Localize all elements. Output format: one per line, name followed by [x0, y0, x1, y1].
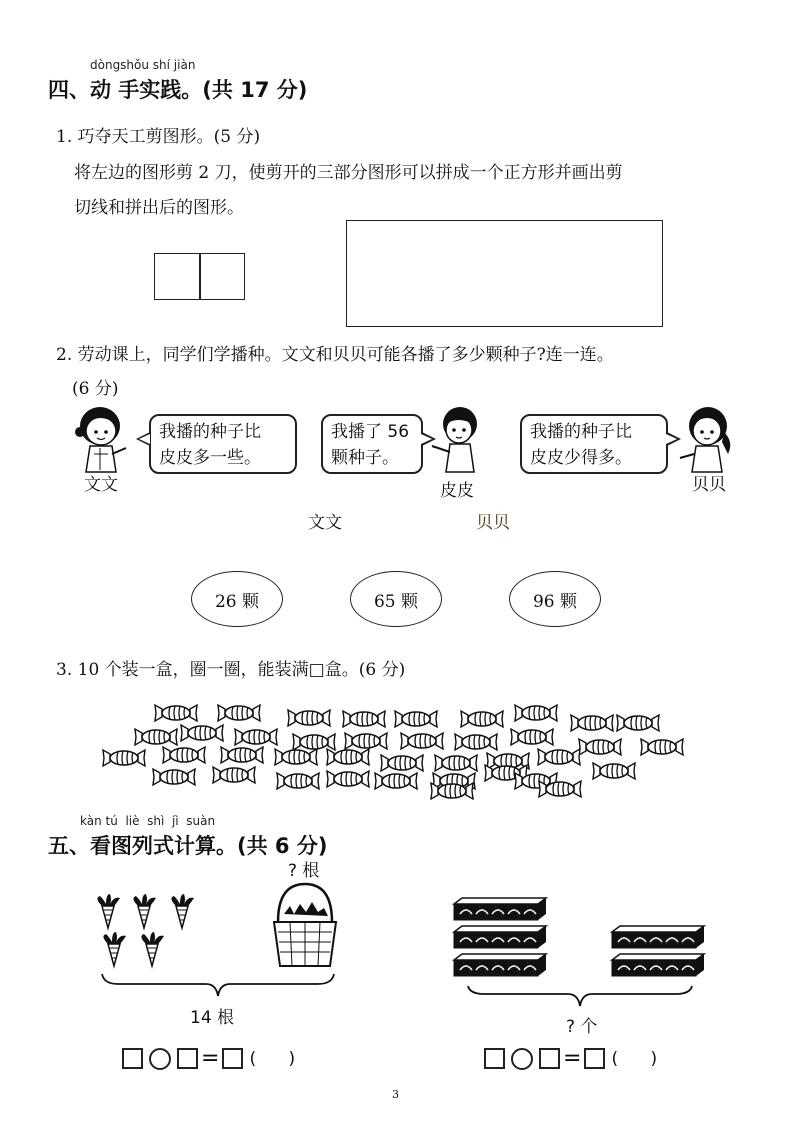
- candy-icon: [641, 739, 683, 755]
- right-total-label: ? 个: [566, 1017, 598, 1037]
- speech-bubble-beibei: [520, 414, 668, 474]
- candy-icon: [153, 769, 195, 785]
- left-brace-icon: [100, 972, 336, 1002]
- candy-icon: [593, 763, 635, 779]
- right-equation: [484, 1046, 657, 1071]
- left-question-label: ? 根: [288, 861, 320, 881]
- bubble-text: 我播的种子比: [159, 422, 261, 442]
- q2-title: 2. 劳动课上，同学们学播种。文文和贝贝可能各播了多少颗种子?连一连。: [56, 345, 614, 365]
- name-pipi: 皮皮: [440, 481, 474, 501]
- answer-box[interactable]: [177, 1048, 198, 1069]
- candy-icon: [345, 733, 387, 749]
- egg-tray-icon: [454, 954, 546, 976]
- option-oval-96[interactable]: 96 颗: [509, 571, 601, 627]
- girl-beibei-icon: [676, 402, 738, 474]
- egg-tray-icon: [454, 926, 546, 948]
- candy-icon: [181, 725, 223, 741]
- candy-icon: [461, 711, 503, 727]
- candy-icon: [221, 747, 263, 763]
- label-beibei: 贝贝: [476, 513, 510, 533]
- unit-paren[interactable]: ( ): [611, 1048, 658, 1069]
- bubble-text: 颗种子。: [331, 448, 399, 468]
- right-brace-icon: [466, 984, 696, 1012]
- egg-tray-icon: [612, 954, 704, 976]
- speech-bubble-pipi: [321, 414, 423, 474]
- candy-icon: [275, 749, 317, 765]
- section4-pinyin: dòngshǒu shí jiàn: [90, 58, 196, 72]
- candy-icon: [571, 715, 613, 731]
- candy-icon: [395, 711, 437, 727]
- operator-circle[interactable]: [511, 1048, 533, 1070]
- candy-icon: [435, 755, 477, 771]
- page-number: 3: [392, 1088, 399, 1101]
- q1-line2: 切线和拼出后的图形。: [74, 198, 244, 218]
- answer-box[interactable]: [122, 1048, 143, 1069]
- boy-pipi-icon: [428, 402, 484, 474]
- section4-heading: 四、动 手实践。(共 17 分): [48, 78, 308, 102]
- answer-box[interactable]: [584, 1048, 605, 1069]
- candy-icon: [103, 750, 145, 766]
- bubble-text: 皮皮多一些。: [159, 448, 261, 468]
- egg-tray-icon: [612, 926, 704, 948]
- candy-icon: [381, 755, 423, 771]
- q2-points: (6 分): [72, 379, 119, 399]
- girl-wenwen-icon: [70, 402, 132, 474]
- candies-group: [90, 695, 710, 805]
- section5-heading: 五、看图列式计算。(共 6 分): [48, 834, 328, 858]
- answer-box[interactable]: [484, 1048, 505, 1069]
- candy-icon: [401, 733, 443, 749]
- q1-line1: 将左边的图形剪 2 刀，使剪开的三部分图形可以拼成一个正方形并画出剪: [74, 163, 623, 183]
- candy-icon: [538, 749, 580, 765]
- candy-icon: [213, 767, 255, 783]
- name-beibei: 贝贝: [692, 475, 726, 495]
- left-equation: [122, 1046, 295, 1071]
- candy-icon: [277, 773, 319, 789]
- candy-icon: [343, 711, 385, 727]
- equals-sign: =: [563, 1046, 582, 1071]
- candy-icon: [155, 705, 197, 721]
- shape-two-squares: [154, 253, 245, 300]
- candy-icon: [218, 705, 260, 721]
- candy-icon: [163, 747, 205, 763]
- answer-box[interactable]: [539, 1048, 560, 1069]
- candy-icon: [515, 705, 557, 721]
- candy-icon: [135, 729, 177, 745]
- bubble-text: 我播了 56: [331, 422, 410, 442]
- bubble-text: 我播的种子比: [530, 422, 632, 442]
- section5-pinyin: kàn tú liè shì jì suàn: [80, 814, 216, 828]
- candy-icon: [617, 715, 659, 731]
- egg-tray-icon: [454, 898, 546, 920]
- candy-icon: [511, 729, 553, 745]
- unit-paren[interactable]: ( ): [249, 1048, 296, 1069]
- left-total-label: 14 根: [190, 1008, 235, 1028]
- speech-bubble-wenwen: [149, 414, 297, 474]
- carrot-icon: [141, 932, 164, 966]
- carrot-icon: [97, 894, 120, 928]
- candy-icon: [455, 734, 497, 750]
- option-oval-65[interactable]: 65 颗: [350, 571, 442, 627]
- answer-box[interactable]: [222, 1048, 243, 1069]
- equals-sign: =: [201, 1046, 220, 1071]
- carrot-icon: [133, 894, 156, 928]
- candy-icon: [293, 734, 335, 750]
- candy-icon: [579, 739, 621, 755]
- bubble-text: 皮皮少得多。: [530, 448, 632, 468]
- carrots-group: [92, 890, 212, 974]
- candy-icon: [375, 773, 417, 789]
- label-wenwen: 文文: [308, 513, 342, 533]
- candy-icon: [235, 729, 277, 745]
- carrot-icon: [103, 932, 126, 966]
- candy-icon: [327, 771, 369, 787]
- carrot-icon: [171, 894, 194, 928]
- operator-circle[interactable]: [149, 1048, 171, 1070]
- candy-icon: [288, 710, 330, 726]
- answer-drawing-box[interactable]: [346, 220, 663, 327]
- basket-icon: [270, 882, 340, 970]
- option-oval-26[interactable]: 26 颗: [191, 571, 283, 627]
- candy-icon: [327, 749, 369, 765]
- q1-title: 1. 巧夺天工剪图形。(5 分): [56, 127, 261, 147]
- q3-title: 3. 10 个装一盒，圈一圈，能装满□盒。(6 分): [56, 660, 406, 680]
- name-wenwen: 文文: [84, 475, 118, 495]
- egg-trays-group: [452, 896, 712, 982]
